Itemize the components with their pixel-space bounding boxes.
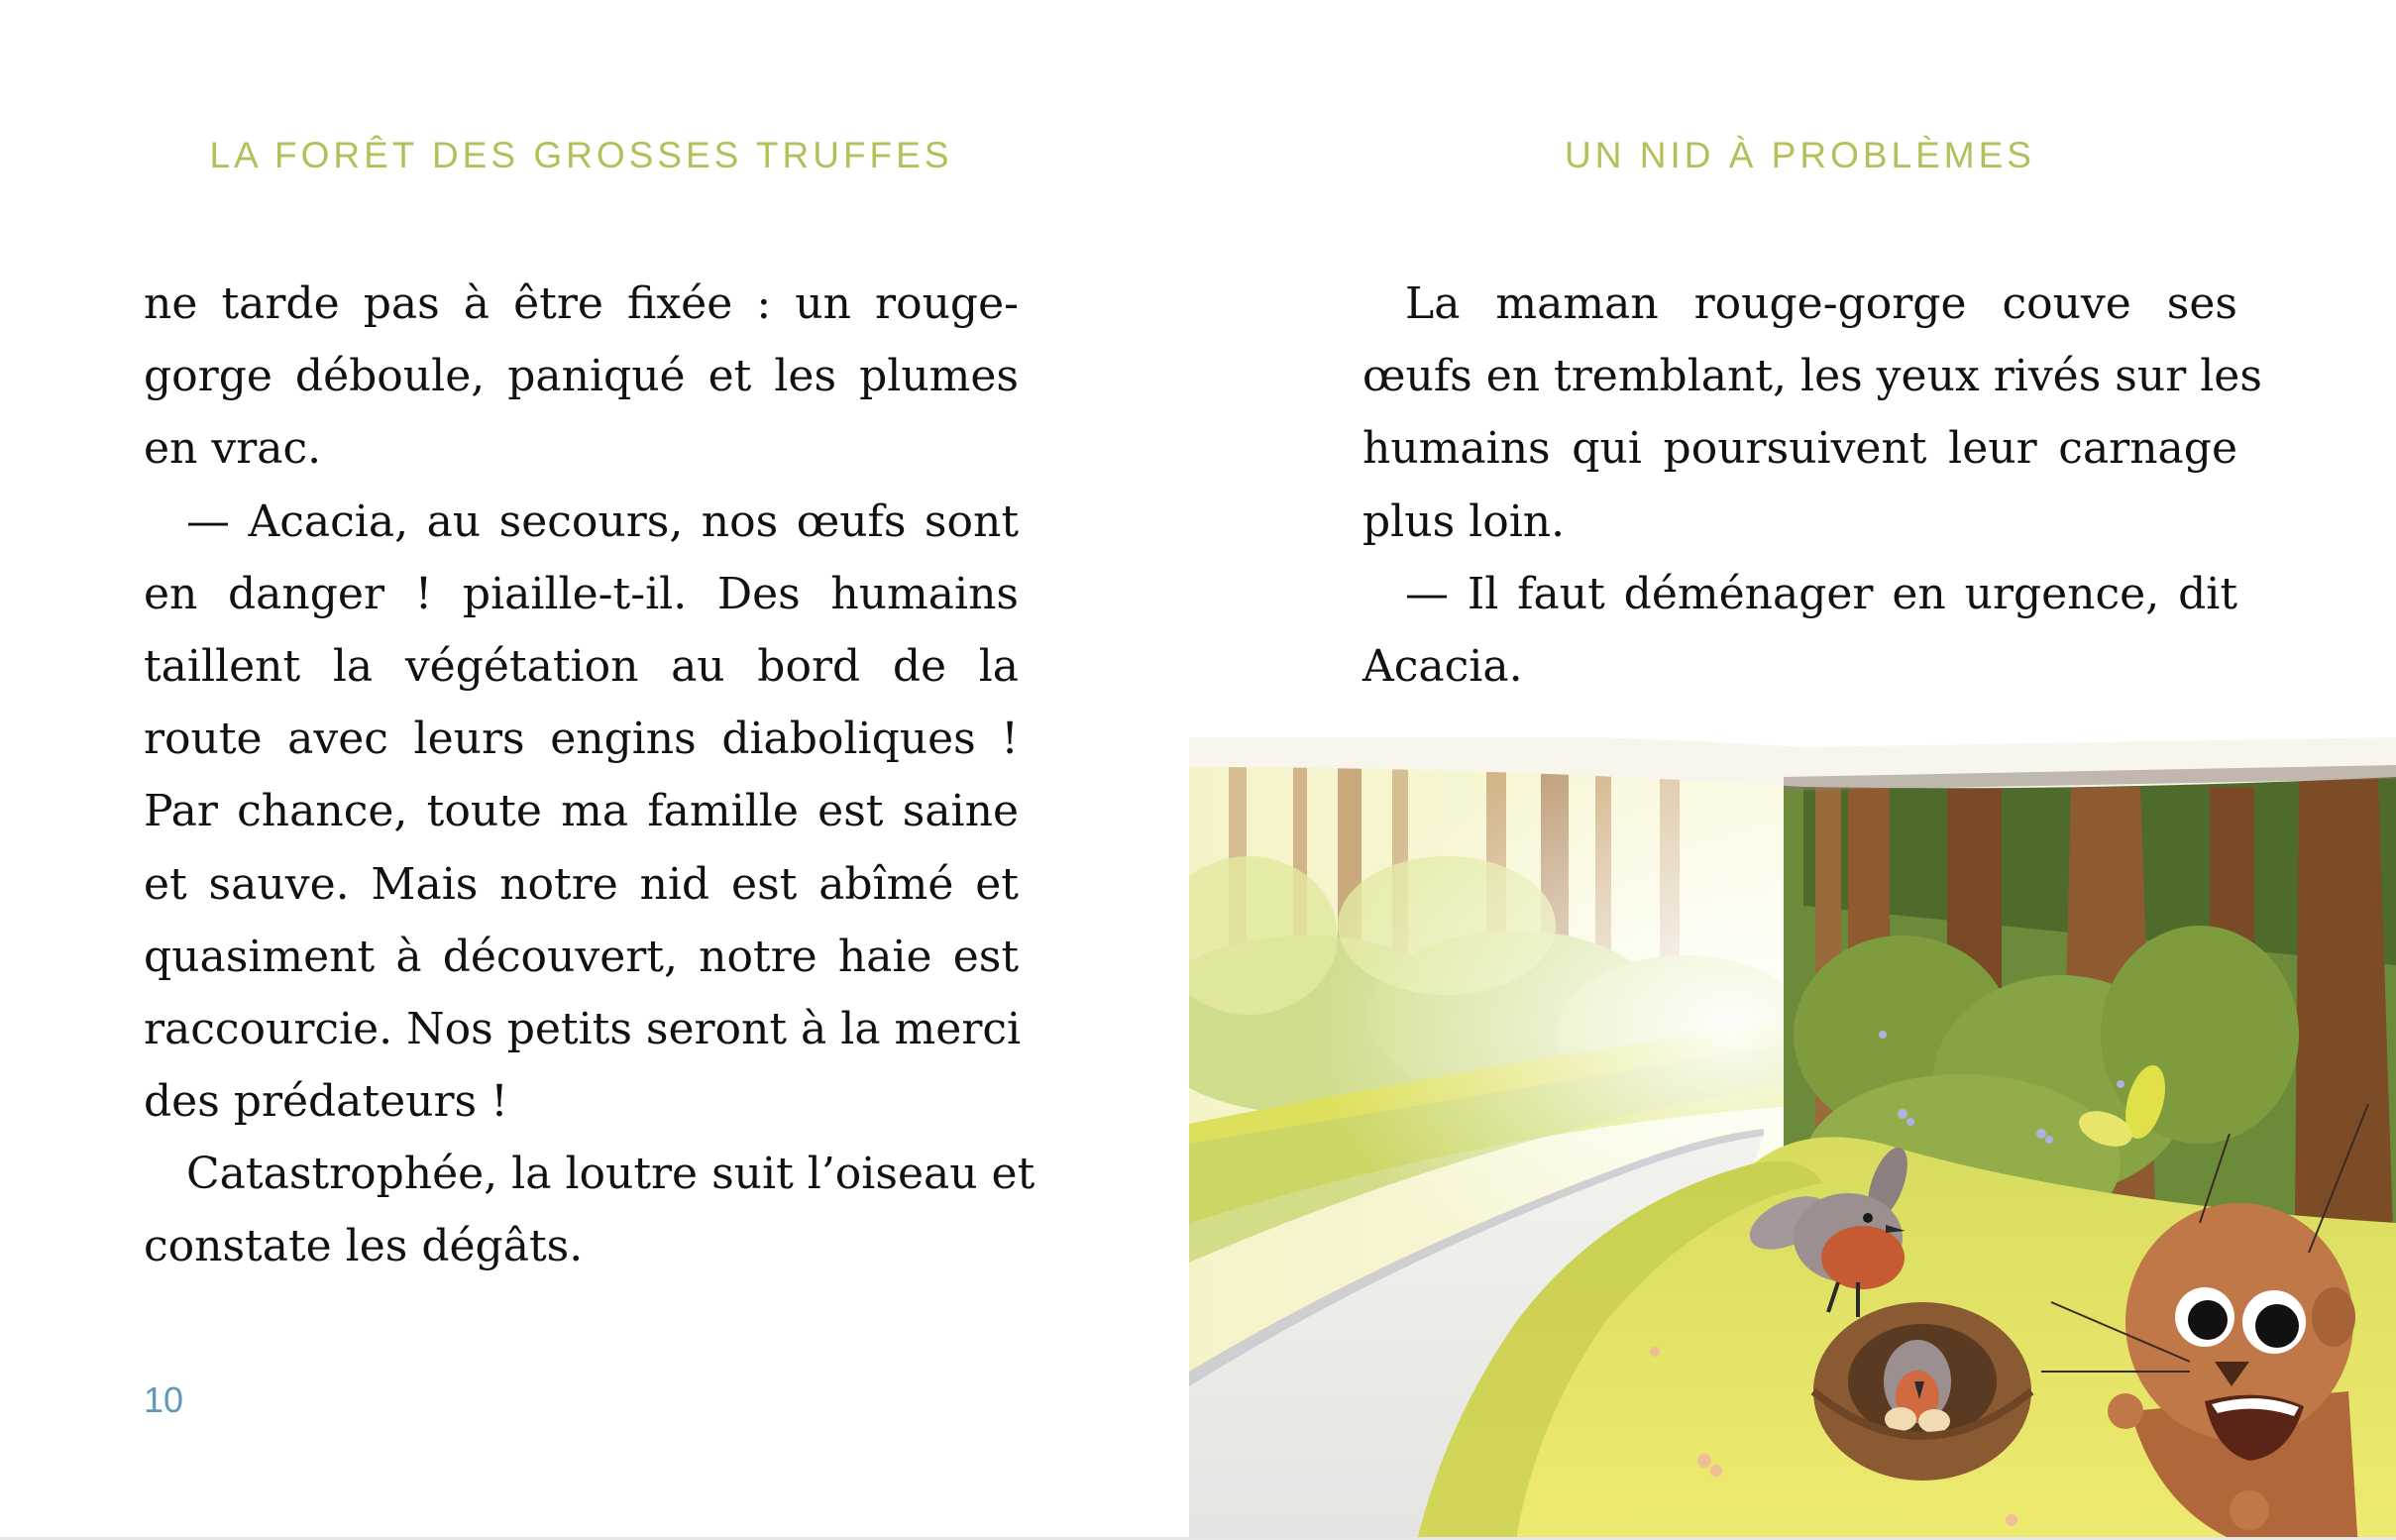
text-line: Acacia. — [1362, 640, 1523, 692]
running-head-right: UN NID À PROBLÈMES — [1565, 135, 2035, 175]
right-body-text — [1362, 268, 2262, 703]
text-line: taillent la végétation au bord de la — [144, 640, 1019, 692]
otter-paw — [2108, 1393, 2143, 1429]
egg — [1918, 1409, 1950, 1433]
text-line: humains qui poursuivent leur carnage — [1362, 423, 2237, 475]
running-head-left: LA FORÊT DES GROSSES TRUFFES — [209, 135, 953, 175]
text-line: plus loin. — [1362, 495, 1566, 547]
left-body-text — [144, 268, 1035, 1283]
text-line: La maman rouge-gorge couve ses — [1405, 278, 2237, 329]
otter-paw — [2230, 1490, 2269, 1530]
text-line: œufs en tremblant, les yeux rivés sur les — [1362, 351, 2262, 402]
text-line: en danger ! piaille-t-il. Des humains — [144, 568, 1019, 619]
text-line: des prédateurs ! — [144, 1076, 508, 1128]
text-line: Catastrophée, la loutre suit l’oiseau et — [186, 1149, 1035, 1200]
text-line: et sauve. Mais notre nid est abîmé et — [144, 858, 1019, 910]
text-line: en vrac. — [144, 423, 322, 475]
text-line: raccourcie. Nos petits seront à la merci — [144, 1003, 1022, 1054]
text-line: gorge déboule, paniqué et les plumes — [144, 351, 1019, 402]
text-line: — Il faut déménager en urgence, dit — [1405, 568, 2237, 619]
text-line: Par chance, toute ma famille est saine — [144, 786, 1019, 837]
nest-with-robin — [1813, 1302, 2031, 1481]
text-line: constate les dégâts. — [144, 1221, 584, 1272]
text-line: route avec leurs engins diaboliques ! — [144, 714, 1019, 765]
text-line: — Acacia, au secours, nos œufs sont — [186, 495, 1019, 547]
egg — [1885, 1407, 1916, 1431]
text-line: quasiment à découvert, notre haie est — [144, 931, 1019, 982]
page-number: 10 — [144, 1379, 184, 1420]
text-line: ne tarde pas à être fixée : un rouge- — [144, 278, 1019, 329]
story-illustration — [1189, 708, 2396, 1540]
